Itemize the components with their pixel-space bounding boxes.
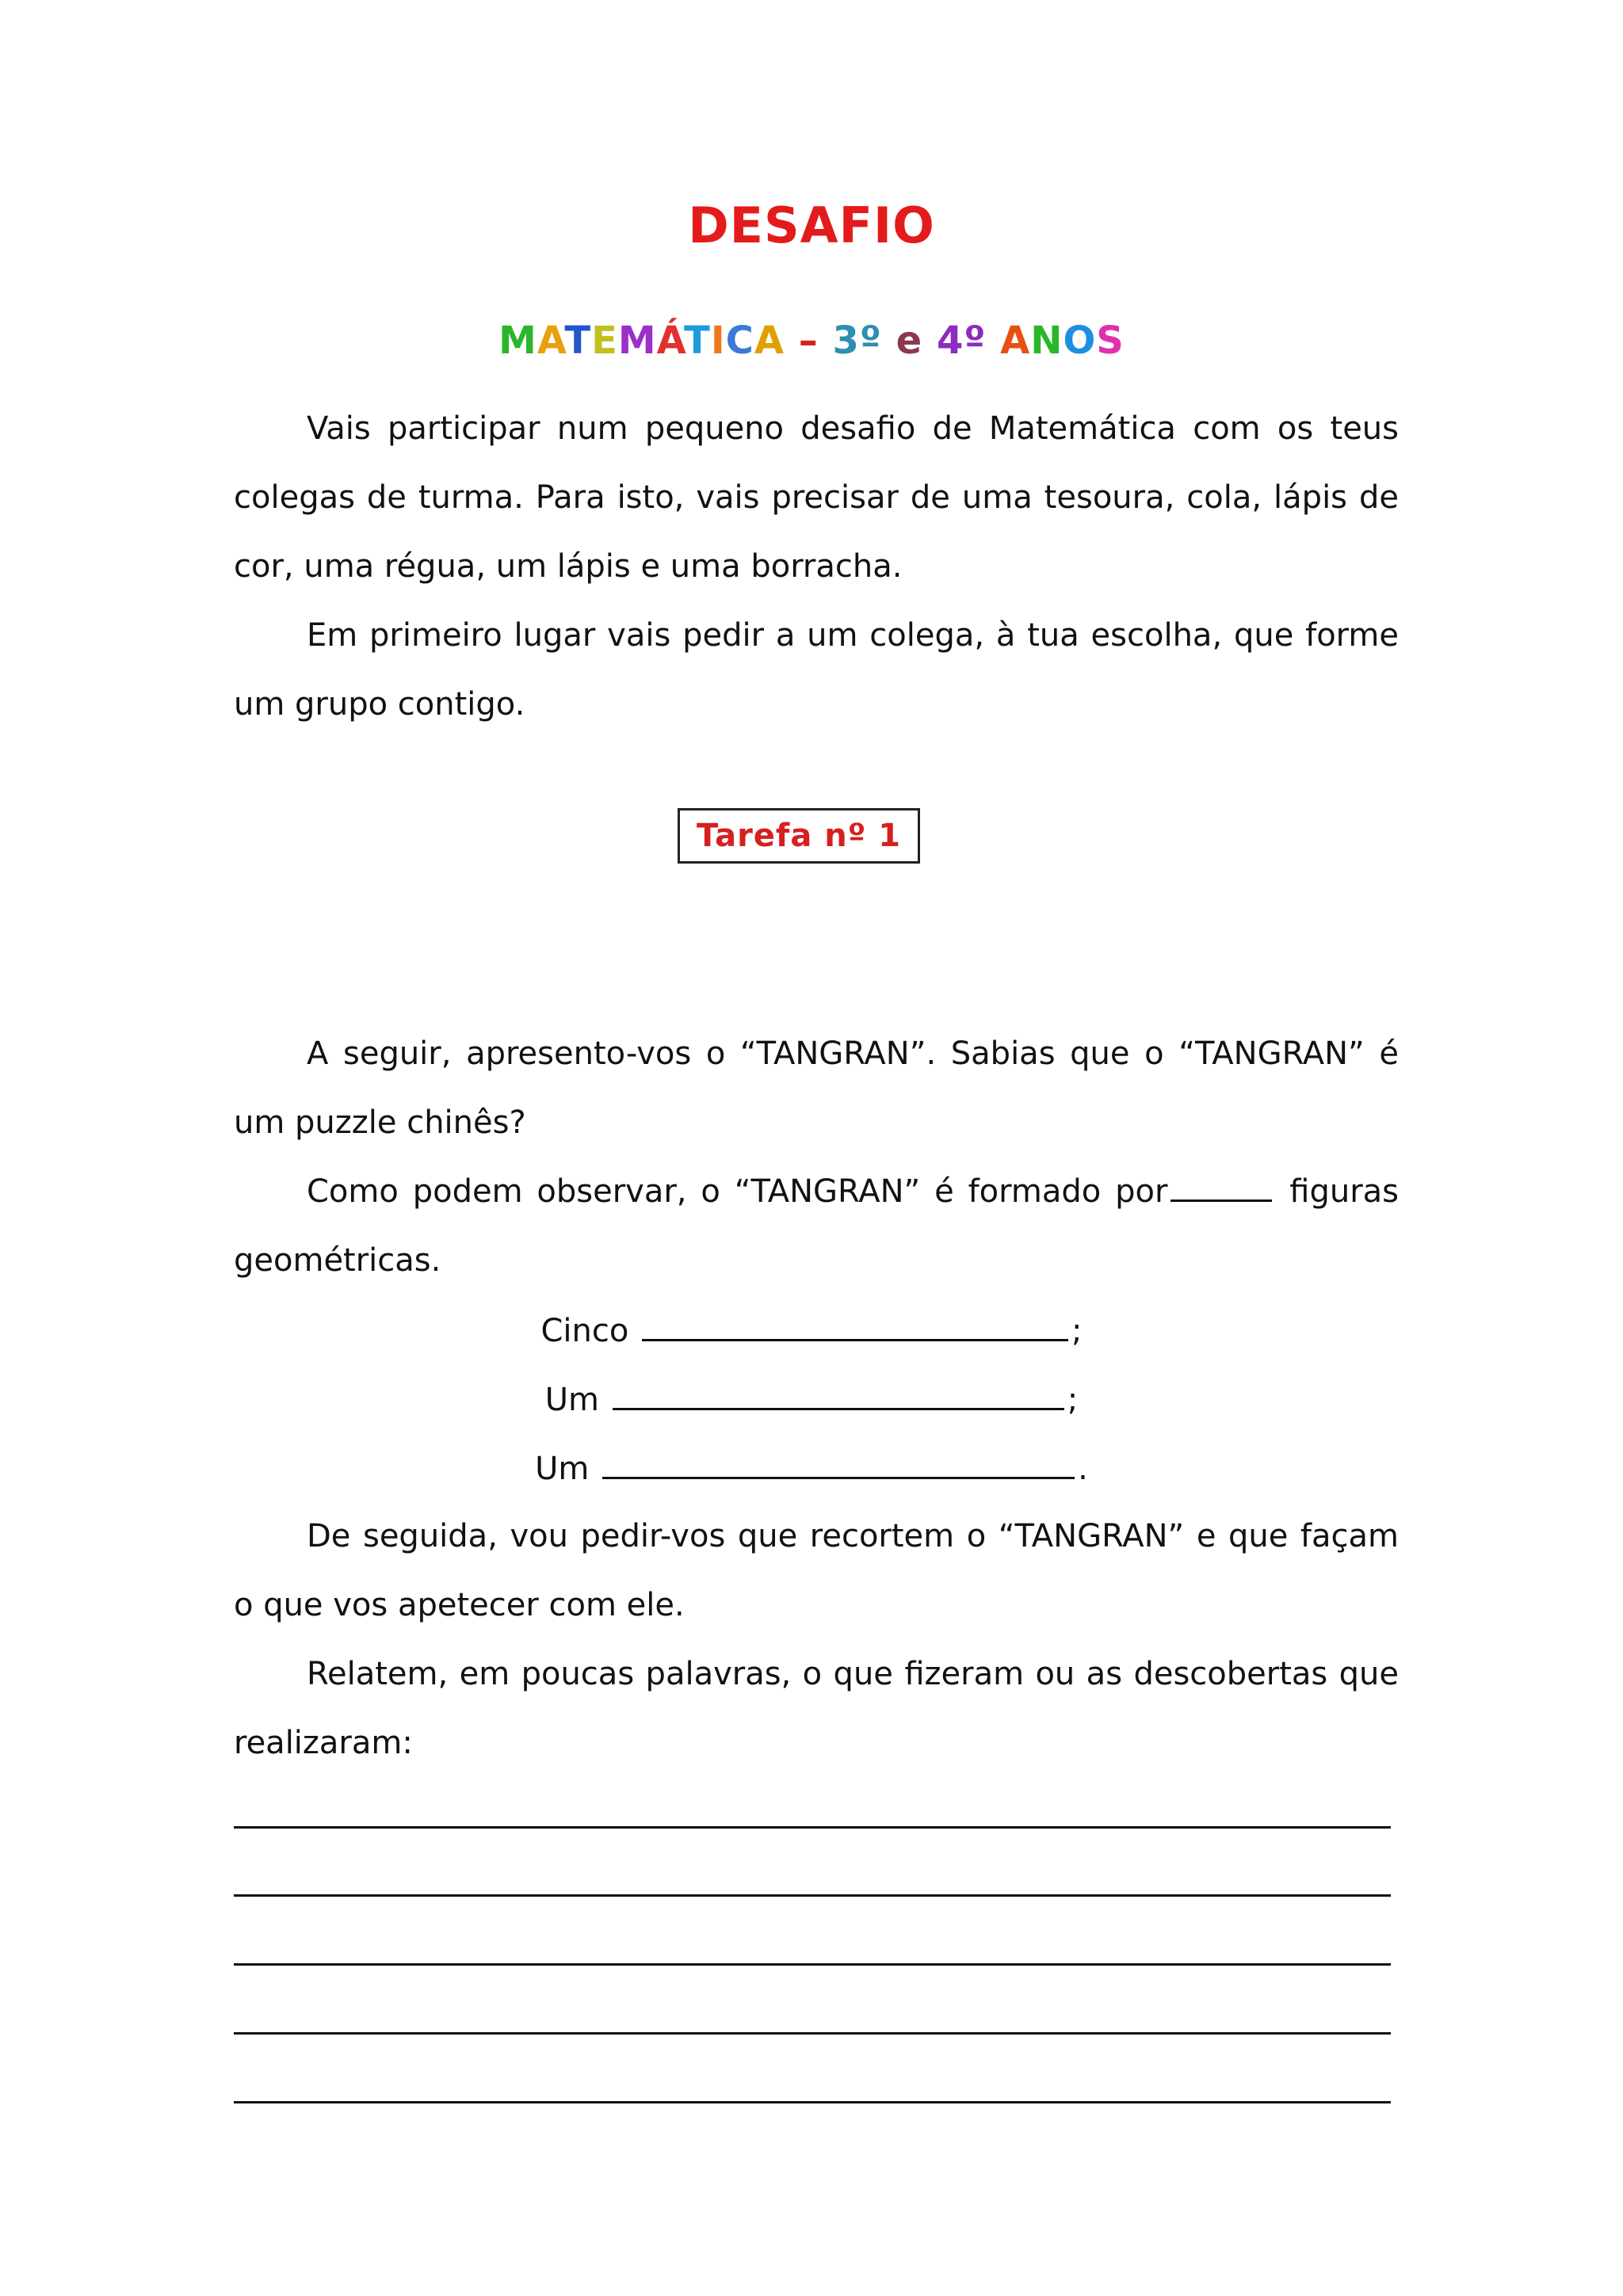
fill-row-3 (0, 1445, 1623, 1493)
fill-row-2-label: Um (544, 1382, 600, 1418)
fill-row-1-end: ; (1071, 1313, 1083, 1349)
subtitle-segment-14 (986, 318, 1000, 363)
subtitle-segment-10: – (785, 318, 833, 363)
subtitle-segment-0: M (498, 318, 537, 363)
subtitle-segment-13: 4º (936, 318, 987, 363)
answer-line-2[interactable] (234, 1894, 1391, 1897)
fill-row-2-blank[interactable] (613, 1376, 1064, 1410)
subtitle-segment-15: A (1000, 318, 1031, 363)
fill-row-3-blank[interactable] (602, 1445, 1075, 1479)
intro-paragraph-2 (234, 601, 1399, 739)
task-label-box: Tarefa nº 1 (678, 808, 920, 864)
subtitle-segment-9: A (754, 318, 785, 363)
task-text-2b: figuras geométricas. (234, 1173, 1400, 1279)
subtitle-segment-8: C (725, 318, 754, 363)
task-text-2a: Como podem observar, o “TANGRAN” é formado por (307, 1173, 1168, 1210)
task-paragraph-3 (234, 1502, 1399, 1640)
subtitle-segment-3: E (591, 318, 618, 363)
fill-row-1-label: Cinco (540, 1313, 629, 1349)
answer-line-1[interactable] (234, 1826, 1391, 1829)
figure-count-blank[interactable] (1170, 1173, 1272, 1202)
fill-row-1 (0, 1307, 1623, 1355)
answer-line-5[interactable] (234, 2101, 1391, 2103)
answer-line-3[interactable] (234, 1963, 1391, 1966)
subtitle-segment-6: T (684, 318, 711, 363)
task-text-1: A seguir, apresento-vos o “TANGRAN”. Sabias que o “TANGRAN” é um puzzle chinês? (234, 1035, 1399, 1141)
subtitle-segment-16: N (1030, 318, 1064, 363)
subtitle-segment-17: O (1063, 318, 1097, 363)
fill-row-1-blank[interactable] (642, 1307, 1068, 1341)
intro-text-1: Vais participar num pequeno desafio de Matemática com os teus colegas de turma. Para isto, vais precisar de uma tesoura, cola, lápis de cor, uma régua, um lápis e uma borracha. (234, 410, 1399, 585)
fill-row-2 (0, 1376, 1623, 1424)
fill-row-3-label: Um (535, 1451, 590, 1487)
task-paragraph-4 (234, 1640, 1399, 1778)
task-paragraph-2 (234, 1158, 1399, 1295)
task-text-3: De seguida, vou pedir-vos que recortem o “TANGRAN” e que façam o que vos apetecer com ele. (234, 1518, 1399, 1623)
task-paragraph-1 (234, 1020, 1399, 1158)
intro-text-2: Em primeiro lugar vais pedir a um colega, à tua escolha, que forme um grupo contigo. (234, 617, 1399, 723)
task-text-4: Relatem, em poucas palavras, o que fizeram ou as descobertas que realizaram: (234, 1656, 1399, 1761)
answer-line-4[interactable] (234, 2032, 1391, 2035)
subtitle-segment-18: S (1096, 318, 1125, 363)
subtitle-segment-5: Á (656, 318, 685, 363)
subtitle-segment-4: M (617, 318, 657, 363)
subtitle-segment-11: 3º (832, 318, 882, 363)
subtitle-segment-2: T (564, 318, 592, 363)
fill-row-3-end: . (1078, 1451, 1088, 1487)
subtitle-segment-1: A (537, 318, 565, 363)
fill-row-2-end: ; (1067, 1382, 1079, 1418)
intro-paragraph-1 (234, 395, 1399, 601)
subtitle-segment-12: e (881, 318, 937, 363)
subtitle-segment-7: I (710, 318, 726, 363)
page-title: DESAFIO (688, 196, 935, 254)
page-subtitle (0, 318, 1623, 363)
